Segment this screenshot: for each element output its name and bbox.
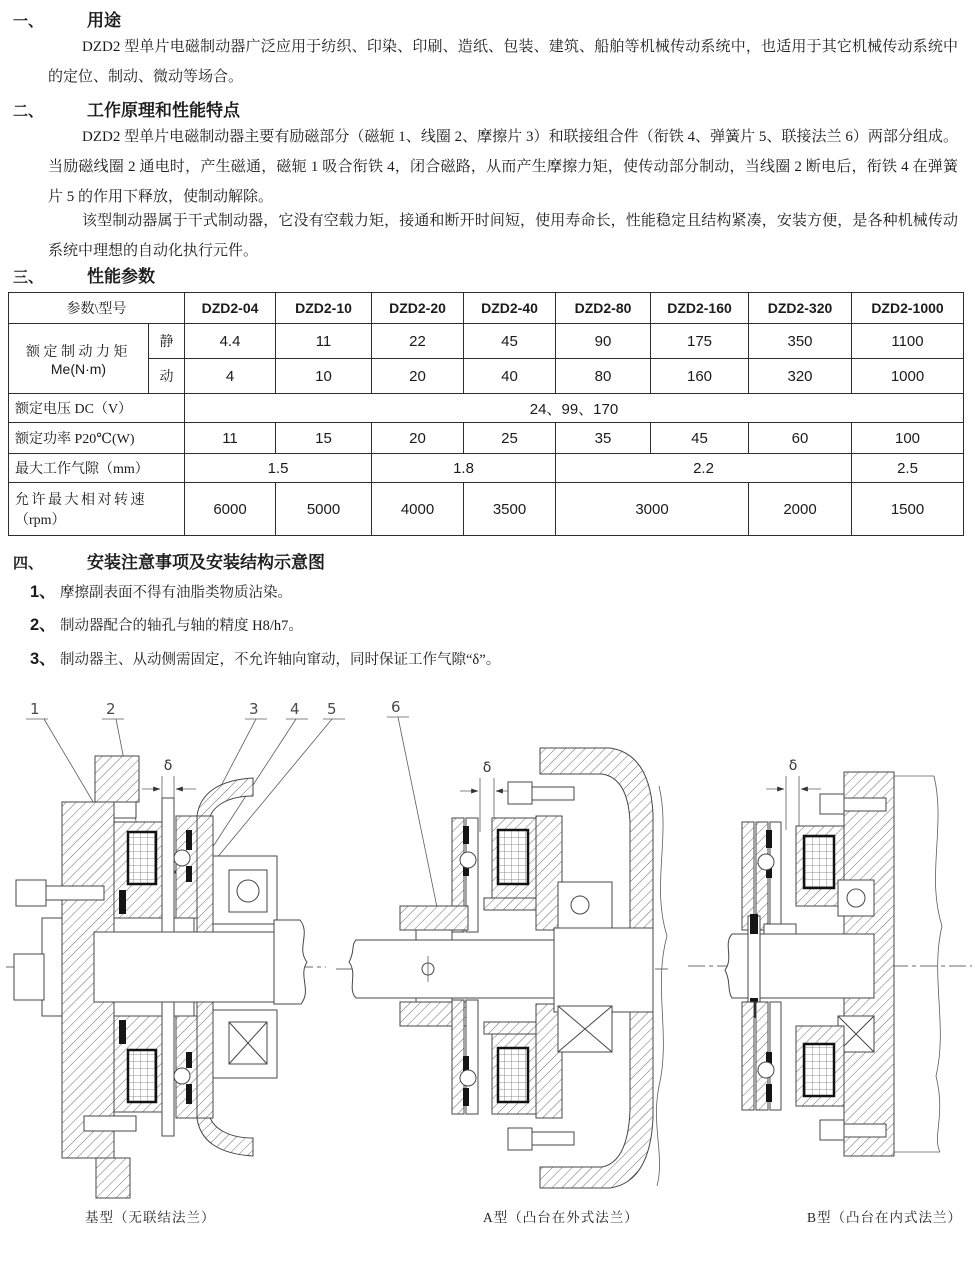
coil <box>498 1048 528 1102</box>
install-note-3-text: 制动器主、从动侧需固定，不允许轴向窜动，同时保证工作气隙“δ”。 <box>60 652 501 668</box>
shaft <box>725 934 874 998</box>
figure-b-type <box>688 758 972 1156</box>
table-cell: 45 <box>464 324 556 359</box>
flange-tail <box>96 1158 130 1198</box>
table-cell: 20 <box>372 423 464 454</box>
install-note-2-number: 2、 <box>30 616 56 634</box>
table-cell: 10 <box>276 359 372 394</box>
table-cell: 60 <box>749 423 852 454</box>
torque-static-row <box>9 324 964 359</box>
install-note-3 <box>30 645 950 669</box>
callout-1: 1 <box>30 700 40 718</box>
airgap-row <box>9 454 964 483</box>
table-cell: 80 <box>556 359 651 394</box>
model-header: DZD2-04 <box>185 293 276 324</box>
caption-a-type: A型（凸台在外式法兰） <box>483 1210 639 1225</box>
cover-lip <box>197 778 253 820</box>
model-header: DZD2-160 <box>651 293 749 324</box>
table-cell: 25 <box>464 423 556 454</box>
table-cell: 90 <box>556 324 651 359</box>
bearing-ball <box>571 896 589 914</box>
friction-disc <box>162 798 174 932</box>
speed-label: 允许最大相对转速 <box>15 493 147 508</box>
table-corner-cell: 参数\型号 <box>9 293 185 324</box>
callout-2: 2 <box>106 700 116 718</box>
bolt-head <box>820 794 844 814</box>
voltage-row <box>9 394 964 423</box>
model-header: DZD2-20 <box>372 293 464 324</box>
callout-4: 4 <box>290 700 300 718</box>
section-1-number: 一、 <box>13 12 44 30</box>
table-cell: 20 <box>372 359 464 394</box>
shaft-break <box>274 920 307 1004</box>
torque-unit: Me(N·m) <box>50 360 107 377</box>
table-cell: 4 <box>185 359 276 394</box>
coil <box>804 836 834 888</box>
power-label: 额定功率 P20℃(W) <box>9 423 185 454</box>
figure-base-type <box>6 756 326 1198</box>
install-note-1-number: 1、 <box>30 583 56 601</box>
callout-3: 3 <box>249 700 259 718</box>
caption-b-type: B型（凸台在内式法兰） <box>807 1210 963 1225</box>
table-cell: 15 <box>276 423 372 454</box>
torque-label: 额定制动力矩 <box>26 344 131 360</box>
table-cell: 1500 <box>852 483 964 536</box>
model-header: DZD2-1000 <box>852 293 964 324</box>
section-2-number: 二、 <box>13 102 44 120</box>
airgap-label: 最大工作气隙（mm） <box>9 454 185 483</box>
table-cell: 1000 <box>852 359 964 394</box>
bolt-shank <box>532 787 574 800</box>
key <box>764 924 796 934</box>
table-cell: 4000 <box>372 483 464 536</box>
section-3-number: 三、 <box>13 268 44 286</box>
table-header-row <box>9 293 964 324</box>
coil <box>498 830 528 884</box>
table-cell: 1.5 <box>185 454 372 483</box>
cover-plate <box>197 816 213 932</box>
table-cell: 40 <box>464 359 556 394</box>
voltage-value: 24、99、170 <box>185 394 964 423</box>
install-note-1 <box>30 578 950 602</box>
torque-dynamic-row <box>9 359 964 394</box>
install-note-2 <box>30 611 950 635</box>
table-cell: 11 <box>185 423 276 454</box>
model-header: DZD2-40 <box>464 293 556 324</box>
table-cell: 35 <box>556 423 651 454</box>
table-cell: 4.4 <box>185 324 276 359</box>
spring-rivet <box>460 852 476 868</box>
section-4-title: 安装注意事项及安装结构示意图 <box>87 553 325 572</box>
table-cell: 45 <box>651 423 749 454</box>
speed-label-cell <box>9 483 185 536</box>
table-cell: 350 <box>749 324 852 359</box>
bearing-ball <box>237 880 259 902</box>
install-note-1-text: 摩擦副表面不得有油脂类物质沾染。 <box>60 585 292 601</box>
bolt-shank <box>46 886 104 900</box>
section-1-title: 用途 <box>87 11 121 30</box>
airgap-dimension <box>766 758 821 830</box>
bolt-head <box>508 782 532 804</box>
table-cell: 22 <box>372 324 464 359</box>
table-cell: 160 <box>651 359 749 394</box>
connecting-flange <box>400 906 468 930</box>
installation-structure-figure <box>0 690 975 1210</box>
install-note-2-text: 制动器配合的轴孔与轴的精度 H8/h7。 <box>60 618 303 634</box>
table-cell: 1100 <box>852 324 964 359</box>
coil <box>804 1044 834 1096</box>
spring-rivet <box>174 850 190 866</box>
performance-table <box>8 292 964 536</box>
table-cell: 5000 <box>276 483 372 536</box>
section-2-title: 工作原理和性能特点 <box>87 101 240 120</box>
section-2-paragraph-2: 该型制动器属于干式制动器，它没有空载力矩，接通和断开时间短，使用寿命长，性能稳定且结构紧凑，安装方便，是各种机械传动系统中理想的自动化执行元件。 <box>48 213 958 259</box>
dynamic-label: 动 <box>149 359 185 394</box>
mount-plate <box>95 756 139 802</box>
bolt-shank <box>844 798 886 811</box>
table-cell: 3000 <box>556 483 749 536</box>
model-header: DZD2-80 <box>556 293 651 324</box>
callout-5: 5 <box>327 700 337 718</box>
power-row <box>9 423 964 454</box>
bearing-ball <box>847 889 865 907</box>
section-3-title: 性能参数 <box>87 267 155 286</box>
install-note-3-number: 3、 <box>30 650 56 668</box>
table-cell: 320 <box>749 359 852 394</box>
section-2-heading <box>13 96 240 121</box>
spring-rivet <box>758 854 774 870</box>
bolt-head <box>16 880 46 906</box>
table-cell: 100 <box>852 423 964 454</box>
static-label: 静 <box>149 324 185 359</box>
model-header: DZD2-10 <box>276 293 372 324</box>
delta-symbol: δ <box>163 758 173 774</box>
table-cell: 2.5 <box>852 454 964 483</box>
table-cell: 1.8 <box>372 454 556 483</box>
voltage-label: 额定电压 DC（V） <box>9 394 185 423</box>
speed-label-unit: （rpm） <box>15 513 66 528</box>
caption-base-type: 基型（无联结法兰） <box>85 1210 216 1225</box>
table-cell: 2.2 <box>556 454 852 483</box>
shaft-step <box>554 928 653 1012</box>
callout-6: 6 <box>391 698 401 716</box>
coil <box>128 1050 156 1102</box>
coil <box>128 832 156 884</box>
delta-symbol: δ <box>788 758 798 774</box>
speed-row <box>9 483 964 536</box>
table-cell: 6000 <box>185 483 276 536</box>
model-header: DZD2-320 <box>749 293 852 324</box>
table-cell: 3500 <box>464 483 556 536</box>
shaft <box>94 932 274 1002</box>
section-3-heading <box>13 262 155 287</box>
section-4-heading <box>13 548 325 573</box>
section-1-heading <box>13 6 121 31</box>
section-4-number: 四、 <box>13 554 44 572</box>
torque-label-cell <box>9 324 149 394</box>
armature <box>742 822 754 930</box>
section-2-paragraph-1: DZD2 型单片电磁制动器主要有励磁部分（磁轭 1、线圈 2、摩擦片 3）和联接组合件（衔铁 4、弹簧片 5、联接法兰 6）两部分组成。当励磁线圈 2 通电时，产生磁通，磁轭 1 吸合衔铁 4，闭合磁路，从而产生摩擦力矩，使传动部分制动，当线圈 2 断电后，衔铁 4 在弹簧片 5 的作用下释放，使制动解除。 <box>48 129 958 205</box>
table-cell: 175 <box>651 324 749 359</box>
table-cell: 11 <box>276 324 372 359</box>
break-line <box>656 786 667 1186</box>
delta-symbol: δ <box>482 760 492 776</box>
section-1-paragraph: DZD2 型单片电磁制动器广泛应用于纺织、印染、印刷、造纸、包装、建筑、船舶等机械传动系统中，也适用于其它机械传动系统中的定位、制动、微动等场合。 <box>48 39 958 85</box>
break-line <box>934 776 942 1152</box>
table-cell: 2000 <box>749 483 852 536</box>
